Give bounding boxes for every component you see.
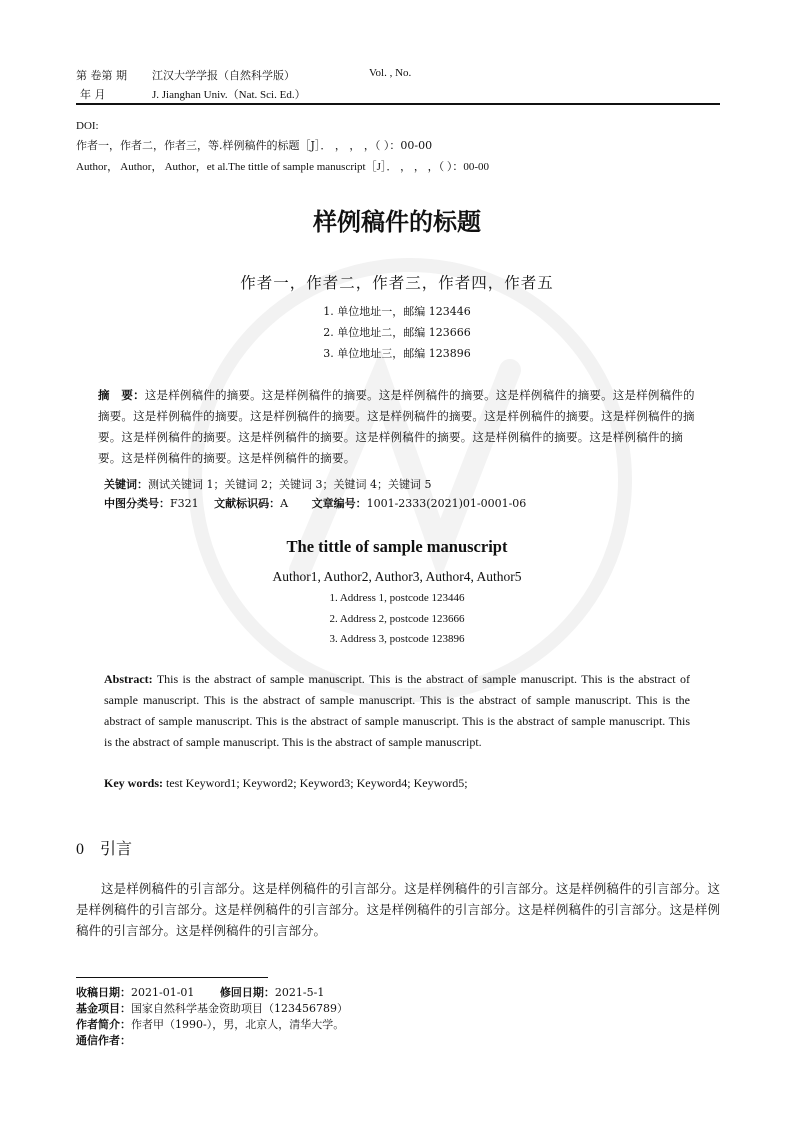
- citation-cn: 作者一，作者二，作者三，等.样例稿件的标题［J］． ， ， ，（ ）：00-00: [76, 139, 433, 152]
- bio-text: 作者甲（1990-），男，北京人，清华大学。: [131, 1018, 345, 1031]
- header-journal-cn: 江汉大学学报（自然科学版）: [152, 69, 295, 82]
- abstract-cn: [98, 385, 700, 469]
- keywords-cn: [104, 478, 431, 492]
- section-title: 引言: [100, 839, 133, 858]
- doc-value: A: [280, 497, 289, 510]
- doi-label: DOI:: [76, 120, 99, 132]
- fund-text: 国家自然科学基金资助项目（123456789）: [131, 1002, 348, 1015]
- title-en: The tittle of sample manuscript: [286, 537, 508, 556]
- abstract-en: [104, 669, 690, 753]
- abstract-en-label: Abstract:: [104, 672, 153, 686]
- section-heading: [76, 836, 132, 859]
- affiliation-en-2: 2. Address 2, postcode 123666: [329, 613, 465, 625]
- keywords-en-text: test Keyword1; Keyword2; Keyword3; Keyword4; Keyword5;: [163, 776, 468, 790]
- footnote-rule: [76, 977, 268, 978]
- authors-cn: 作者一，作者二，作者三，作者四，作者五: [240, 274, 554, 292]
- article-value: 1001-2333(2021)01-0001-06: [366, 497, 527, 510]
- footnote-bio: [76, 1018, 344, 1032]
- doc-label: 文献标识码：: [214, 497, 281, 510]
- affiliation-cn-3: 3. 单位地址三，邮编 123896: [323, 347, 471, 360]
- received-label: 收稿日期：: [76, 986, 131, 999]
- header-volume: Vol. , No.: [369, 67, 412, 79]
- affiliation-cn-1: 1. 单位地址一，邮编 123446: [323, 305, 471, 318]
- received-date: 2021-01-01: [131, 986, 195, 999]
- keywords-en-label: Key words:: [104, 776, 163, 790]
- section-number: 0: [76, 841, 84, 858]
- clc-label: 中图分类号：: [104, 497, 170, 510]
- keywords-cn-label: 关键词：: [104, 478, 148, 491]
- bio-label: 作者简介：: [76, 1018, 131, 1031]
- corr-label: 通信作者：: [76, 1034, 131, 1047]
- revised-date: 2021-5-1: [274, 986, 325, 999]
- header-year-month: 年 月: [80, 88, 106, 101]
- title-cn: 样例稿件的标题: [313, 207, 481, 236]
- footnote-dates: [76, 986, 324, 1000]
- keywords-en: [104, 776, 468, 791]
- clc-value: F321: [170, 497, 199, 510]
- affiliation-en-1: 1. Address 1, postcode 123446: [329, 592, 465, 604]
- footnote-corr: [76, 1034, 131, 1048]
- abstract-cn-label: 摘 要：: [98, 388, 145, 402]
- header-rule: [76, 103, 720, 105]
- article-label: 文章编号：: [311, 497, 367, 510]
- header-journal-en: J. Jianghan Univ.（Nat. Sci. Ed.）: [152, 89, 306, 101]
- intro-paragraph: 这是样例稿件的引言部分。这是样例稿件的引言部分。这是样例稿件的引言部分。这是样例稿件的引言部分。这是样例稿件的引言部分。这是样例稿件的引言部分。这是样例稿件的引言部分。这是样例稿件的引言部分。这是样例稿件的引言部分。这是样例稿件的引言部分。: [76, 881, 720, 938]
- fund-label: 基金项目：: [76, 1002, 131, 1015]
- classification-line: [104, 497, 526, 511]
- abstract-cn-text: 这是样例稿件的摘要。这是样例稿件的摘要。这是样例稿件的摘要。这是样例稿件的摘要。这是样例稿件的摘要。这是样例稿件的摘要。这是样例稿件的摘要。这是样例稿件的摘要。这是样例稿件的摘要。这是样例稿件的摘要。这是样例稿件的摘要。这是样例稿件的摘要。这是样例稿件的摘要。这是样例稿件的摘要。这是样例稿件的摘要。这是样例稿件的摘要。这是样例稿件的摘要。: [98, 388, 695, 465]
- affiliation-en-3: 3. Address 3, postcode 123896: [329, 633, 465, 645]
- header-issue-cn: 第 卷第 期: [76, 69, 127, 82]
- affiliation-cn-2: 2. 单位地址二，邮编 123666: [323, 326, 471, 339]
- authors-en: Author1, Author2, Author3, Author4, Author5: [272, 569, 522, 584]
- revised-label: 修回日期：: [219, 986, 275, 999]
- footnote-fund: [76, 1002, 348, 1016]
- citation-en: Author， Author， Author，et al.The tittle of sample manuscript［J］． ， ， ，（ ）：00-00: [76, 161, 490, 173]
- keywords-cn-text: 测试关键词 1；关键词 2；关键词 3；关键词 4；关键词 5: [148, 478, 432, 491]
- abstract-en-text: This is the abstract of sample manuscript. This is the abstract of sample manuscript. This is the abstract of sample manuscript. This is the abstract of sample manuscript. This is the abstract of sample manuscript. This is the abstract of sample manuscript. This is the abstract of sample manuscript. This is the abstract of sample manuscript. This is the abstract of sample manuscript. This is the abstract of sample manuscript.: [104, 672, 690, 749]
